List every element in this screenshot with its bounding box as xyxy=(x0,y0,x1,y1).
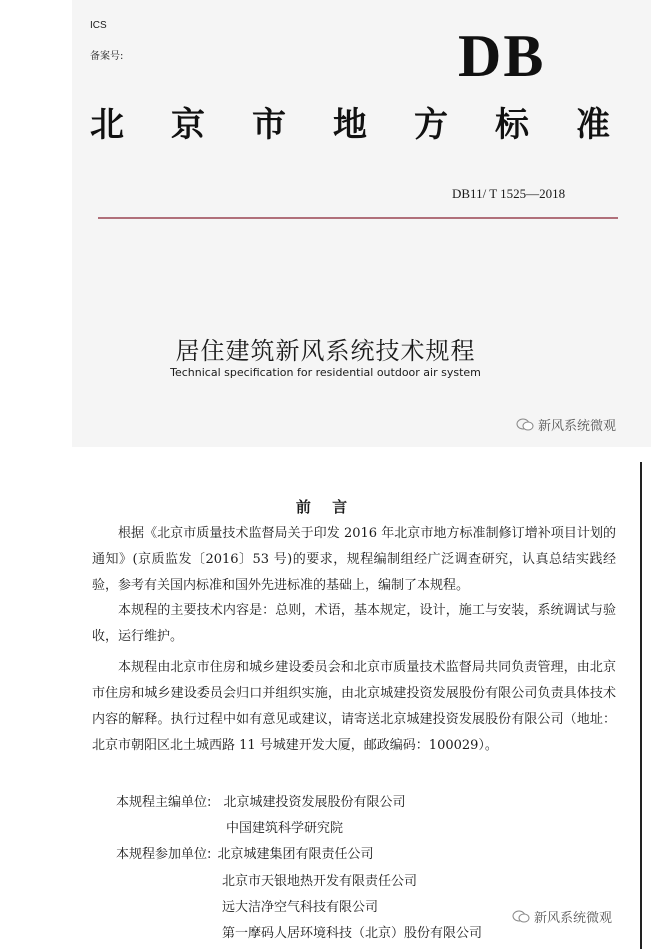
title-char: 北 xyxy=(90,105,124,145)
db-logo: DB xyxy=(458,23,546,89)
unit-name: 远大洁净空气科技有限公司 xyxy=(222,900,379,915)
watermark xyxy=(512,907,612,926)
ics-label: ICS xyxy=(90,20,107,31)
preface-paragraph: 本规程由北京市住房和城乡建设委员会和北京市质量技术监督局共同负责管理，由北京市住房和城乡建设委员会归口并组织实施，由北京城建投资发展股份有限公司负责具体技术内容的解释。执行过程中如有意见或建议，请寄送北京城建投资发展股份有限公司（地址：北京市朝阳区北土城西路 11 号城建开发大厦，邮政编码：100029）。 xyxy=(92,660,616,753)
record-number-label: 备案号: xyxy=(90,51,124,62)
wechat-icon xyxy=(516,418,534,431)
document-title: 居住建筑新风系统技术规程 xyxy=(175,337,476,365)
participant-unit-label: 本规程参加单位: xyxy=(116,847,212,862)
title-char: 标 xyxy=(495,105,529,145)
wechat-icon xyxy=(512,910,530,923)
title-char: 市 xyxy=(252,105,286,145)
title-char: 方 xyxy=(414,105,448,145)
title-char: 地 xyxy=(333,105,367,145)
title-char: 京 xyxy=(171,105,205,145)
divider-rule xyxy=(98,217,618,219)
document-subtitle: Technical specification for residential outdoor air system xyxy=(170,366,481,379)
watermark-text: 新风系统微观 xyxy=(538,419,617,434)
cover-page xyxy=(72,0,651,447)
chief-unit-label: 本规程主编单位: xyxy=(116,795,212,810)
watermark-text: 新风系统微观 xyxy=(534,911,613,926)
unit-name: 北京城建集团有限责任公司 xyxy=(217,847,374,862)
unit-name: 中国建筑科学研究院 xyxy=(226,821,344,836)
participant-unit-row xyxy=(116,843,374,862)
unit-name: 北京城建投资发展股份有限公司 xyxy=(223,795,406,810)
preface-heading: 前 言 xyxy=(295,498,356,516)
unit-name: 第一摩码人居环境科技（北京）股份有限公司 xyxy=(222,926,483,941)
chief-unit-row xyxy=(116,791,406,810)
preface-paragraph: 根据《北京市质量技术监督局关于印发 2016 年北京市地方标准制修订增补项目计划的通知》(京质监发〔2016〕53 号)的要求，规程编制组经广泛调查研究，认真总结实践经验，参考有关国内标准和国外先进标准的基础上，编制了本规程。 xyxy=(92,526,616,593)
page-edge xyxy=(640,462,642,949)
preface-paragraph: 本规程的主要技术内容是：总则，术语，基本规定，设计，施工与安装，系统调试与验收，运行维护。 xyxy=(92,603,616,644)
title-char: 准 xyxy=(576,105,610,145)
watermark xyxy=(516,415,616,434)
standard-number: DB11/ T 1525—2018 xyxy=(452,186,566,201)
standard-category-title xyxy=(90,105,610,145)
unit-name: 北京市天银地热开发有限责任公司 xyxy=(222,874,418,889)
